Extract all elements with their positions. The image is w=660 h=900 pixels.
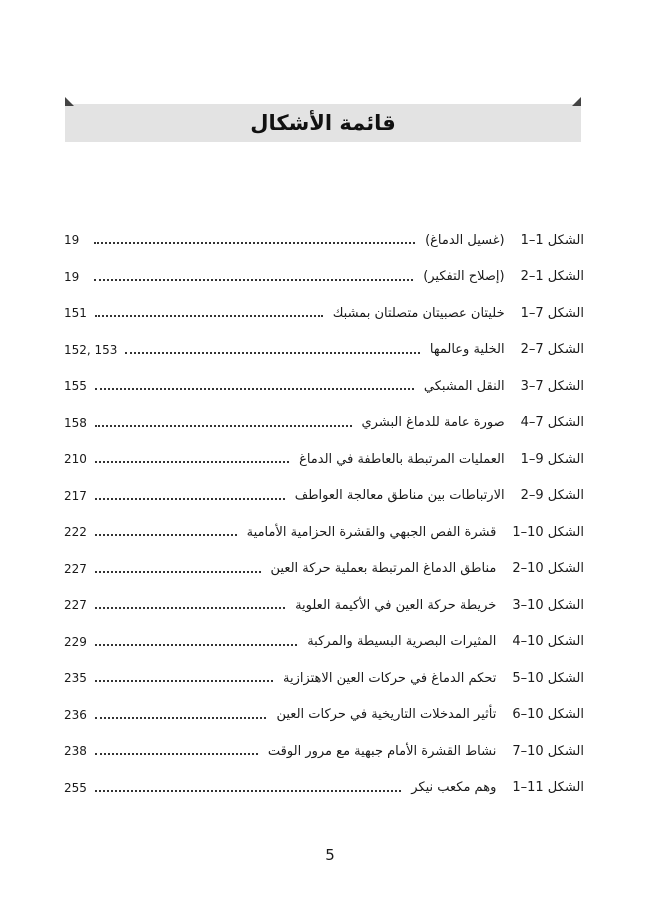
- figure-title: المثيرات البصرية البسيطة والمركبة: [307, 634, 497, 650]
- figure-label: الشكل 10–5: [512, 670, 584, 686]
- figure-label: الشكل 10–4: [512, 634, 584, 650]
- figure-label: الشكل 7–2: [520, 342, 584, 358]
- figure-label: الشكل 9–1: [520, 451, 584, 467]
- dot-leader: [94, 278, 413, 281]
- page-title: قائمة الأشكال: [250, 111, 396, 135]
- toc-entry: [64, 770, 584, 807]
- dot-leader: [95, 716, 267, 719]
- page-folio: 5: [325, 846, 335, 864]
- list-of-figures: [64, 222, 584, 806]
- figure-label: الشكل 10–7: [512, 743, 584, 759]
- figure-title: وهم مكعب نيكر: [411, 780, 497, 796]
- figure-label: الشكل 7–3: [520, 378, 584, 394]
- page-number: 217: [64, 488, 87, 503]
- figure-title: قشرة الفص الجبهي والقشرة الحزامية الأمامية: [246, 524, 497, 540]
- page-number: 236: [64, 707, 87, 722]
- figure-label: الشكل 7–1: [520, 305, 584, 321]
- page-number: 19: [64, 269, 80, 284]
- toc-entry: [64, 295, 584, 332]
- dot-leader: [94, 241, 415, 244]
- page-number: 222: [64, 525, 87, 540]
- dot-leader: [95, 570, 261, 573]
- figure-title: (إصلاح التفكير): [423, 269, 505, 285]
- toc-entry: [64, 259, 584, 296]
- figure-title: تحكم الدماغ في حركات العين الاهتزازية: [282, 670, 497, 686]
- dot-leader: [95, 387, 414, 390]
- dot-leader: [95, 789, 401, 792]
- figure-label: الشكل 10–3: [512, 597, 584, 613]
- toc-entry: [64, 405, 584, 442]
- page-number: 235: [64, 671, 87, 686]
- page-number: 238: [64, 744, 87, 759]
- figure-title: تأثير المدخلات التاريخية في حركات العين: [276, 707, 497, 723]
- toc-entry: [64, 551, 584, 588]
- dot-leader: [95, 460, 289, 463]
- figure-label: الشكل 11–1: [512, 780, 584, 796]
- dot-leader: [95, 497, 285, 500]
- page-number: 210: [64, 452, 87, 467]
- figure-label: الشكل 10–6: [512, 707, 584, 723]
- page-number: 227: [64, 561, 87, 576]
- toc-entry: [64, 624, 584, 661]
- toc-entry: [64, 441, 584, 478]
- toc-entry: [64, 332, 584, 369]
- figure-title: خليتان عصبيتان متصلتان بمشبك: [332, 305, 505, 321]
- dot-leader: [125, 351, 419, 354]
- toc-entry: [64, 660, 584, 697]
- toc-entry: [64, 587, 584, 624]
- figure-title: صورة عامة للدماغ البشري: [361, 415, 505, 431]
- page-number: 229: [64, 634, 87, 649]
- figure-title: الخلية وعالمها: [429, 342, 505, 358]
- toc-entry: [64, 697, 584, 734]
- page-number: 19: [64, 233, 80, 248]
- figure-label: الشكل 1–2: [520, 269, 584, 285]
- figure-title: النقل المشبكي: [423, 378, 505, 394]
- figure-title: الارتباطات بين مناطق معالجة العواطف: [294, 488, 505, 504]
- dot-leader: [95, 606, 285, 609]
- page-number: 151: [64, 306, 87, 321]
- figure-title: نشاط القشرة الأمام جبهية مع مرور الوقت: [267, 743, 497, 759]
- toc-entry: [64, 478, 584, 515]
- figure-title: (غسيل الدماغ): [425, 232, 505, 248]
- figure-label: الشكل 10–2: [512, 561, 584, 577]
- toc-entry: [64, 514, 584, 551]
- page-number: 158: [64, 415, 87, 430]
- dot-leader: [95, 533, 237, 536]
- figure-title: العمليات المرتبطة بالعاطفة في الدماغ: [299, 451, 505, 467]
- page-number: 152, 153: [64, 342, 118, 357]
- page-number: 227: [64, 598, 87, 613]
- figure-title: خريطة حركة العين في الأكيمة العلوية: [295, 597, 497, 613]
- dot-leader: [95, 314, 323, 317]
- figure-label: الشكل 1–1: [520, 232, 584, 248]
- dot-leader: [95, 752, 258, 755]
- figure-label: الشكل 7–4: [520, 415, 584, 431]
- figure-label: الشكل 9–2: [520, 488, 584, 504]
- toc-entry: [64, 222, 584, 259]
- toc-entry: [64, 733, 584, 770]
- page-number: 255: [64, 780, 87, 795]
- dot-leader: [95, 679, 273, 682]
- figure-label: الشكل 10–1: [512, 524, 584, 540]
- toc-entry: [64, 368, 584, 405]
- dot-leader: [95, 643, 297, 646]
- figure-title: مناطق الدماغ المرتبطة بعملية حركة العين: [270, 561, 497, 577]
- dot-leader: [95, 424, 352, 427]
- page-number: 155: [64, 379, 87, 394]
